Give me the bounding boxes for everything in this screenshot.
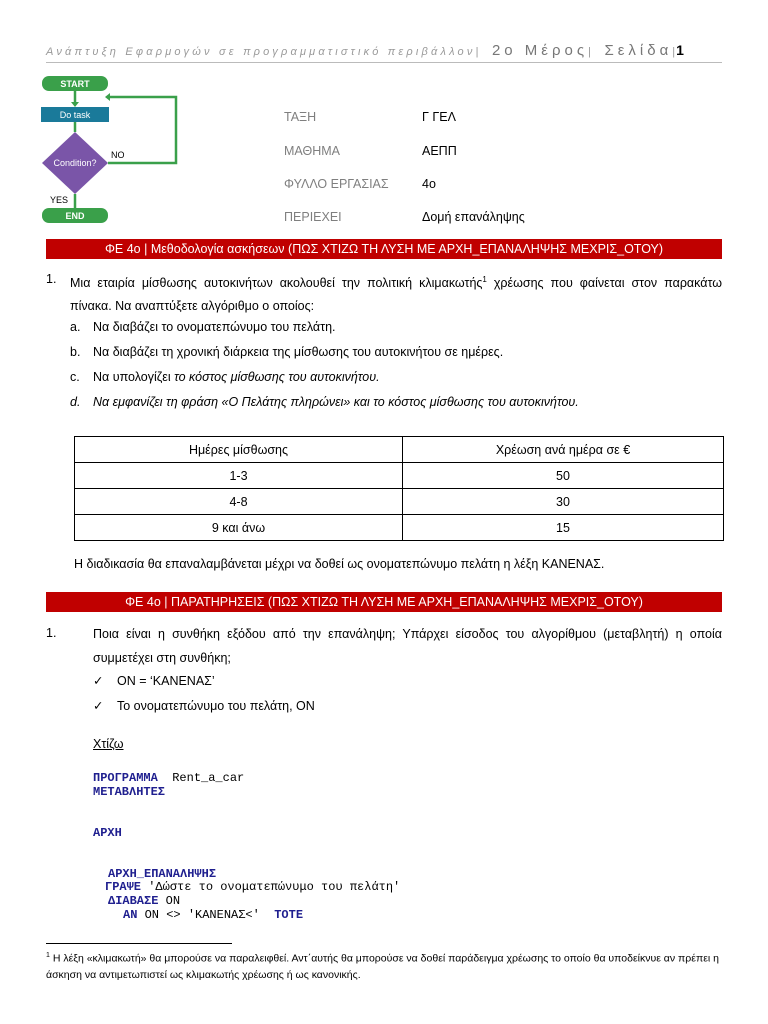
flowchart-diagram <box>36 74 186 226</box>
footnote <box>46 948 722 983</box>
list-item-a: Να διαβάζει το ονοματεπώνυμο του πελάτη. <box>93 320 336 334</box>
code-variable: ΟΝ <box>165 894 181 908</box>
table-cell: 1-3 <box>75 463 403 489</box>
info-value-contents: Δομή επανάληψης <box>422 210 525 224</box>
keyword: ΜΕΤΑΒΛΗΤΕΣ <box>93 785 166 799</box>
flowchart-arrowhead <box>71 102 79 107</box>
list-item-c <box>93 366 380 389</box>
build-label: Χτίζω <box>93 737 124 751</box>
keyword: ΑΡΧΗ <box>93 826 122 840</box>
flowchart-no-label: NO <box>111 150 125 160</box>
footnote-rule <box>46 943 232 944</box>
list-marker-a: a. <box>70 320 81 334</box>
table-row <box>75 515 724 541</box>
list-marker-c: c. <box>70 370 80 384</box>
flowchart-yes-label: YES <box>50 195 69 205</box>
table-cell: 30 <box>403 489 724 515</box>
repeat-note: Η διαδικασία θα επαναλαμβάνεται μέχρι να δοθεί ως ονοματεπώνυμο πελάτη η λέξη ΚΑΝΕΝΑΣ. <box>74 557 605 571</box>
header-page-label: Σελίδα <box>604 42 673 59</box>
list-item-c-text: Να υπολογίζει <box>93 370 175 384</box>
exercise-intro-text-cont: χρέωσης που φαίνεται στον παρακάτω πίνακα. Να αναπτύξετε αλγόριθμο ο οποίος: <box>70 276 722 314</box>
header-page-number: 1 <box>676 42 684 58</box>
question-number: 1. <box>46 626 57 640</box>
list-marker-d: d. <box>70 395 81 409</box>
keyword: ΑΝ <box>123 908 138 922</box>
info-label-contents: ΠΕΡΙΕΧΕΙ <box>284 210 342 224</box>
table-cell: 9 και άνω <box>75 515 403 541</box>
pricing-table <box>74 436 724 541</box>
list-item-b: Να διαβάζει τη χρονική διάρκεια της μίσθωσης του αυτοκινήτου σε ημέρες. <box>93 345 504 359</box>
code-line-begin <box>93 826 122 841</box>
code-line-variables <box>93 785 165 800</box>
info-value-class: Γ ΓΕΛ <box>422 110 456 124</box>
header-title: Ανάπτυξη Εφαρμογών σε προγραμματιστικό περιβάλλον <box>46 46 476 58</box>
info-label-worksheet: ΦΥΛΛΟ ΕΡΓΑΣΙΑΣ <box>284 177 389 191</box>
flowchart-arrowhead <box>105 93 110 101</box>
section-banner-methodology: ΦΕ 4ο | Μεθοδολογία ασκήσεων (ΠΩΣ ΧΤΙΖΩ ΤΗ ΛΥΣΗ ΜΕ ΑΡΧΗ_ΕΠΑΝΑΛΗΨΗΣ ΜΕΧΡΙΣ_ΟΤΟΥ) <box>46 239 722 259</box>
list-item-d: Να εμφανίζει τη φράση «Ο Πελάτης πληρώνει» και το κόστος μίσθωσης του αυτοκινήτου. <box>93 395 579 409</box>
header-separator: | <box>672 46 677 58</box>
table-header-cell: Χρέωση ανά ημέρα σε € <box>403 437 724 463</box>
footnote-ref: 1 <box>482 275 487 284</box>
keyword: ΠΡΟΓΡΑΜΜΑ <box>93 771 158 785</box>
flowchart-start-label: START <box>60 79 90 89</box>
table-row <box>75 489 724 515</box>
code-line-program <box>93 771 244 786</box>
flowchart-end-label: END <box>65 211 85 221</box>
code-condition: ΟΝ <> 'ΚΑΝΕΝΑΣ<' <box>144 908 260 922</box>
table-header-cell: Ημέρες μίσθωσης <box>75 437 403 463</box>
info-value-worksheet: 4ο <box>422 177 436 191</box>
table-row <box>75 463 724 489</box>
section-banner-observations: ΦΕ 4ο | ΠΑΡΑΤΗΡΗΣΕΙΣ (ΠΩΣ ΧΤΙΖΩ ΤΗ ΛΥΣΗ ΜΕ ΑΡΧΗ_ΕΠΑΝΑΛΗΨΗΣ ΜΕΧΡΙΣ_ΟΤΟΥ) <box>46 592 722 612</box>
exercise-intro <box>70 268 722 318</box>
checkmark-icon: ✓ <box>93 699 104 713</box>
exercise-number: 1. <box>46 272 57 286</box>
exercise-intro-text: Μια εταιρία μίσθωσης αυτοκινήτων ακολουθεί την πολιτική κλιμακωτής <box>70 276 483 291</box>
header-separator: | <box>588 46 592 58</box>
program-name: Rent_a_car <box>172 771 245 785</box>
list-marker-b: b. <box>70 345 81 359</box>
info-label-class: ΤΑΞΗ <box>284 110 317 124</box>
header-rule <box>46 62 722 63</box>
question-text: Ποια είναι η συνθήκη εξόδου από την επανάληψη; Υπάρχει είσοδος του αλγορίθμου (μεταβλητή) η οποία συμμετέχει στη συνθήκη; <box>93 627 722 665</box>
footnote-text: Η λέξη «κλιμακωτή» θα μπορούσε να παραλειφθεί. Αντ΄αυτής θα μπορούσε να δοθεί παράδειγμα χρέωσης το οποίο θα υποδείκνυε αν πρέπει η άσκηση να αντιμετωπιστεί ως κλιμακωτής χρέωσης ή ως κανονικής. <box>46 952 719 981</box>
keyword: ΑΡΧΗ_ΕΠΑΝΑΛΗΨΗΣ <box>108 867 217 881</box>
table-cell: 4-8 <box>75 489 403 515</box>
page-header <box>46 42 686 59</box>
code-line-if <box>123 908 303 923</box>
info-value-course: ΑΕΠΠ <box>422 144 457 158</box>
flowchart-condition-label: Condition? <box>53 158 97 168</box>
info-label-course: ΜΑΘΗΜΑ <box>284 144 340 158</box>
check-item: ΟΝ = ‘ΚΑΝΕΝΑΣ’ <box>117 674 215 688</box>
code-line-write <box>105 880 400 895</box>
table-cell: 15 <box>403 515 724 541</box>
list-item-c-italic: το κόστος μίσθωσης του αυτοκινήτου. <box>174 370 380 384</box>
code-string: 'Δώστε το ονοματεπώνυμο του πελάτη' <box>148 880 401 894</box>
keyword: ΓΡΑΨΕ <box>105 880 142 894</box>
table-header-row <box>75 437 724 463</box>
keyword: ΤΟΤΕ <box>274 908 304 922</box>
header-part: 2ο Μέρος <box>491 42 589 59</box>
header-separator: | <box>475 46 480 58</box>
check-item: Το ονοματεπώνυμο του πελάτη, ΟΝ <box>117 699 315 713</box>
keyword: ΔΙΑΒΑΣΕ <box>108 894 159 908</box>
flowchart-task-label: Do task <box>59 110 91 120</box>
code-line-read <box>108 894 180 909</box>
table-cell: 50 <box>403 463 724 489</box>
checkmark-icon: ✓ <box>93 674 104 688</box>
footnote-mark: 1 <box>46 952 50 959</box>
